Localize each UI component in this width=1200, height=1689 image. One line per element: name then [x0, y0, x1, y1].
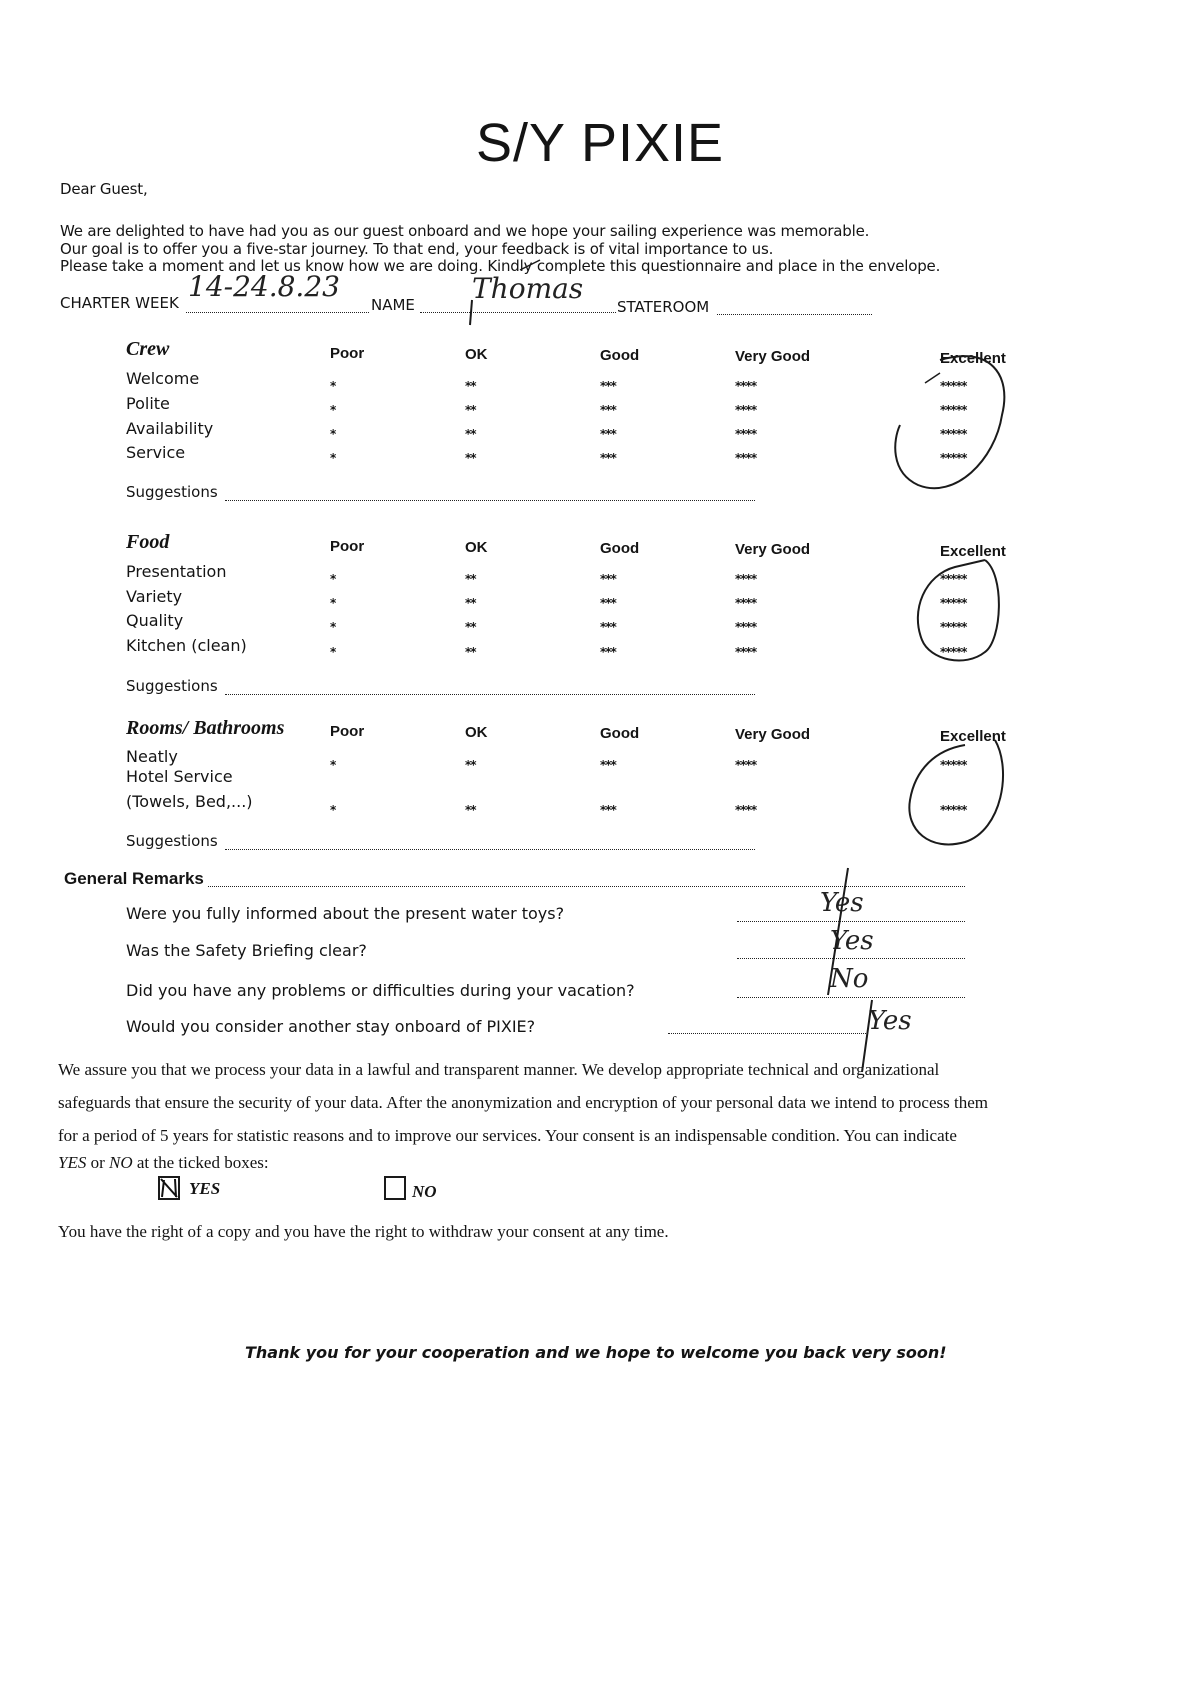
consent-yes-checkbox[interactable] — [158, 1176, 180, 1200]
rating-stars-4-section-1-item-3[interactable]: **** — [735, 645, 757, 659]
rating-stars-5-section-1-item-3[interactable]: ***** — [940, 645, 967, 659]
question-water-toys: Were you fully informed about the present water toys? — [126, 904, 565, 923]
question-problems: Did you have any problems or difficulties during your vacation? — [126, 981, 635, 1000]
rating-stars-3-section-1-item-3[interactable]: *** — [600, 645, 616, 659]
col-very-good: Very Good — [735, 726, 811, 743]
item-hotel-service: Hotel Service — [126, 767, 233, 786]
rating-stars-1-section-1-item-1[interactable]: * — [330, 596, 336, 610]
charter-week-line — [186, 312, 369, 313]
col-poor: Poor — [330, 723, 365, 740]
crew-excellent-circle — [895, 356, 1004, 488]
col-excellent: Excellent — [940, 728, 1006, 745]
answer-safety-briefing[interactable]: Yes — [830, 926, 874, 956]
consent-indicate-yes: YES — [58, 1153, 87, 1172]
consent-line-2: safeguards that ensure the security of your data. After the anonymization and encryption of your personal data we intend to process them — [58, 1093, 988, 1112]
rating-stars-1-section-0-item-2[interactable]: * — [330, 427, 336, 441]
suggestions-line[interactable] — [225, 849, 755, 850]
rating-stars-1-section-1-item-3[interactable]: * — [330, 645, 336, 659]
item-polite: Polite — [126, 394, 170, 413]
rating-stars-2-section-1-item-0[interactable]: ** — [465, 572, 476, 586]
consent-yes-label: YES — [189, 1179, 221, 1198]
rating-stars-4-section-2-item-0[interactable]: **** — [735, 758, 757, 772]
col-excellent: Excellent — [940, 543, 1006, 560]
rating-stars-3-section-0-item-0[interactable]: *** — [600, 379, 616, 393]
charter-week-value[interactable]: 14-24.8.23 — [188, 270, 340, 303]
consent-indicate-or: or — [86, 1153, 110, 1172]
rating-stars-5-section-2-item-1[interactable]: ***** — [940, 803, 967, 817]
col-ok: OK — [465, 539, 488, 556]
consent-line-1: We assure you that we process your data in a lawful and transparent manner. We develop appropriate technical and organizational — [58, 1060, 940, 1079]
item-presentation: Presentation — [126, 562, 227, 581]
rating-stars-4-section-0-item-3[interactable]: **** — [735, 451, 757, 465]
item-kitchen: Kitchen (clean) — [126, 636, 247, 655]
item-variety: Variety — [126, 587, 183, 606]
rating-stars-1-section-1-item-2[interactable]: * — [330, 620, 336, 634]
col-very-good: Very Good — [735, 541, 811, 558]
rating-stars-1-section-0-item-3[interactable]: * — [330, 451, 336, 465]
answer-line-safety-briefing[interactable] — [737, 958, 965, 959]
consent-indicate-rest: at the ticked boxes: — [132, 1153, 269, 1172]
rating-stars-3-section-1-item-1[interactable]: *** — [600, 596, 616, 610]
section-title: Rooms/ Bathrooms — [126, 717, 285, 739]
general-remarks-line[interactable] — [208, 886, 965, 887]
answer-problems[interactable]: No — [830, 964, 869, 994]
rating-stars-3-section-0-item-1[interactable]: *** — [600, 403, 616, 417]
rating-stars-1-section-0-item-1[interactable]: * — [330, 403, 336, 417]
charter-week-label: CHARTER WEEK — [60, 294, 179, 312]
crew-tick-mark — [925, 373, 940, 383]
rating-stars-4-section-0-item-2[interactable]: **** — [735, 427, 757, 441]
consent-indicate-no: NO — [109, 1153, 133, 1172]
rating-stars-5-section-0-item-2[interactable]: ***** — [940, 427, 967, 441]
suggestions-line[interactable] — [225, 500, 755, 501]
suggestions-label: Suggestions — [126, 832, 218, 850]
rating-stars-2-section-0-item-0[interactable]: ** — [465, 379, 476, 393]
rating-stars-5-section-0-item-0[interactable]: ***** — [940, 379, 967, 393]
col-ok: OK — [465, 724, 488, 741]
rating-stars-4-section-1-item-0[interactable]: **** — [735, 572, 757, 586]
col-good: Good — [600, 347, 640, 364]
rating-stars-4-section-0-item-0[interactable]: **** — [735, 379, 757, 393]
rating-stars-2-section-0-item-3[interactable]: ** — [465, 451, 476, 465]
item-hotel-service-detail: (Towels, Bed,...) — [126, 792, 253, 811]
suggestions-label: Suggestions — [126, 483, 218, 501]
answer-line-problems[interactable] — [737, 997, 965, 998]
answer-line-water-toys[interactable] — [737, 921, 965, 922]
suggestions-line[interactable] — [225, 694, 755, 695]
rating-stars-5-section-0-item-1[interactable]: ***** — [940, 403, 967, 417]
rating-stars-3-section-0-item-2[interactable]: *** — [600, 427, 616, 441]
rating-stars-3-section-0-item-3[interactable]: *** — [600, 451, 616, 465]
consent-rights: You have the right of a copy and you have the right to withdraw your consent at any time. — [58, 1222, 669, 1241]
answer-line-another-stay[interactable] — [668, 1033, 868, 1034]
greeting: Dear Guest, — [60, 180, 148, 198]
form-title: S/Y PIXIE — [475, 113, 725, 173]
checkmark-icon — [160, 1178, 178, 1198]
suggestions-label: Suggestions — [126, 677, 218, 695]
rating-stars-3-section-1-item-0[interactable]: *** — [600, 572, 616, 586]
consent-indicate — [58, 1153, 269, 1173]
rating-stars-5-section-0-item-3[interactable]: ***** — [940, 451, 967, 465]
rating-stars-5-section-1-item-0[interactable]: ***** — [940, 572, 967, 586]
col-good: Good — [600, 725, 640, 742]
intro-line-1: We are delighted to have had you as our guest onboard and we hope your sailing experience was memorable. — [60, 222, 870, 240]
question-another-stay: Would you consider another stay onboard of PIXIE? — [126, 1017, 536, 1036]
rating-stars-3-section-1-item-2[interactable]: *** — [600, 620, 616, 634]
question-safety-briefing: Was the Safety Briefing clear? — [126, 941, 367, 960]
item-welcome: Welcome — [126, 369, 200, 388]
section-title: Food — [126, 531, 170, 553]
section-title: Crew — [126, 338, 170, 360]
item-service: Service — [126, 443, 186, 462]
stateroom-label: STATEROOM — [617, 298, 710, 316]
rating-stars-2-section-2-item-1[interactable]: ** — [465, 803, 476, 817]
rating-stars-1-section-0-item-0[interactable]: * — [330, 379, 336, 393]
consent-no-checkbox[interactable] — [384, 1176, 406, 1200]
col-excellent: Excellent — [940, 350, 1006, 367]
name-label: NAME — [371, 296, 415, 314]
rating-stars-5-section-1-item-1[interactable]: ***** — [940, 596, 967, 610]
rating-stars-1-section-2-item-1[interactable]: * — [330, 803, 336, 817]
rating-stars-3-section-2-item-0[interactable]: *** — [600, 758, 616, 772]
answer-another-stay[interactable]: Yes — [868, 1006, 912, 1036]
item-availability: Availability — [126, 419, 214, 438]
rooms-excellent-circle — [909, 740, 1003, 844]
general-remarks-label: General Remarks — [64, 869, 204, 888]
rating-stars-2-section-0-item-2[interactable]: ** — [465, 427, 476, 441]
col-poor: Poor — [330, 345, 365, 362]
rating-stars-2-section-1-item-1[interactable]: ** — [465, 596, 476, 610]
item-quality: Quality — [126, 611, 184, 630]
rating-stars-2-section-0-item-1[interactable]: ** — [465, 403, 476, 417]
name-line — [420, 312, 616, 313]
consent-line-3: for a period of 5 years for statistic reasons and to improve our services. Your consent is an indispensable condition. You can indicate — [58, 1126, 957, 1145]
consent-no-label: NO — [412, 1182, 437, 1201]
col-good: Good — [600, 540, 640, 557]
col-very-good: Very Good — [735, 348, 811, 365]
rating-stars-4-section-1-item-2[interactable]: **** — [735, 620, 757, 634]
rating-stars-1-section-2-item-0[interactable]: * — [330, 758, 336, 772]
rating-stars-2-section-2-item-0[interactable]: ** — [465, 758, 476, 772]
rating-stars-5-section-1-item-2[interactable]: ***** — [940, 620, 967, 634]
intro-line-3: Please take a moment and let us know how we are doing. Kindly complete this questionnaire and place in the envelope. — [60, 257, 941, 275]
rating-stars-5-section-2-item-0[interactable]: ***** — [940, 758, 967, 772]
col-ok: OK — [465, 346, 488, 363]
rating-stars-3-section-2-item-1[interactable]: *** — [600, 803, 616, 817]
rating-stars-1-section-1-item-0[interactable]: * — [330, 572, 336, 586]
thanks-message: Thank you for your cooperation and we hope to welcome you back very soon! — [245, 1343, 947, 1362]
rating-stars-2-section-1-item-2[interactable]: ** — [465, 620, 476, 634]
intro-line-2: Our goal is to offer you a five-star journey. To that end, your feedback is of vital importance to us. — [60, 240, 774, 258]
rating-stars-4-section-2-item-1[interactable]: **** — [735, 803, 757, 817]
answer-water-toys[interactable]: Yes — [820, 888, 864, 918]
name-value[interactable]: Thomas — [472, 272, 584, 305]
rating-stars-4-section-1-item-1[interactable]: **** — [735, 596, 757, 610]
stateroom-line — [717, 314, 872, 315]
item-neatly: Neatly — [126, 747, 178, 766]
rating-stars-2-section-1-item-3[interactable]: ** — [465, 645, 476, 659]
col-poor: Poor — [330, 538, 365, 555]
rating-stars-4-section-0-item-1[interactable]: **** — [735, 403, 757, 417]
